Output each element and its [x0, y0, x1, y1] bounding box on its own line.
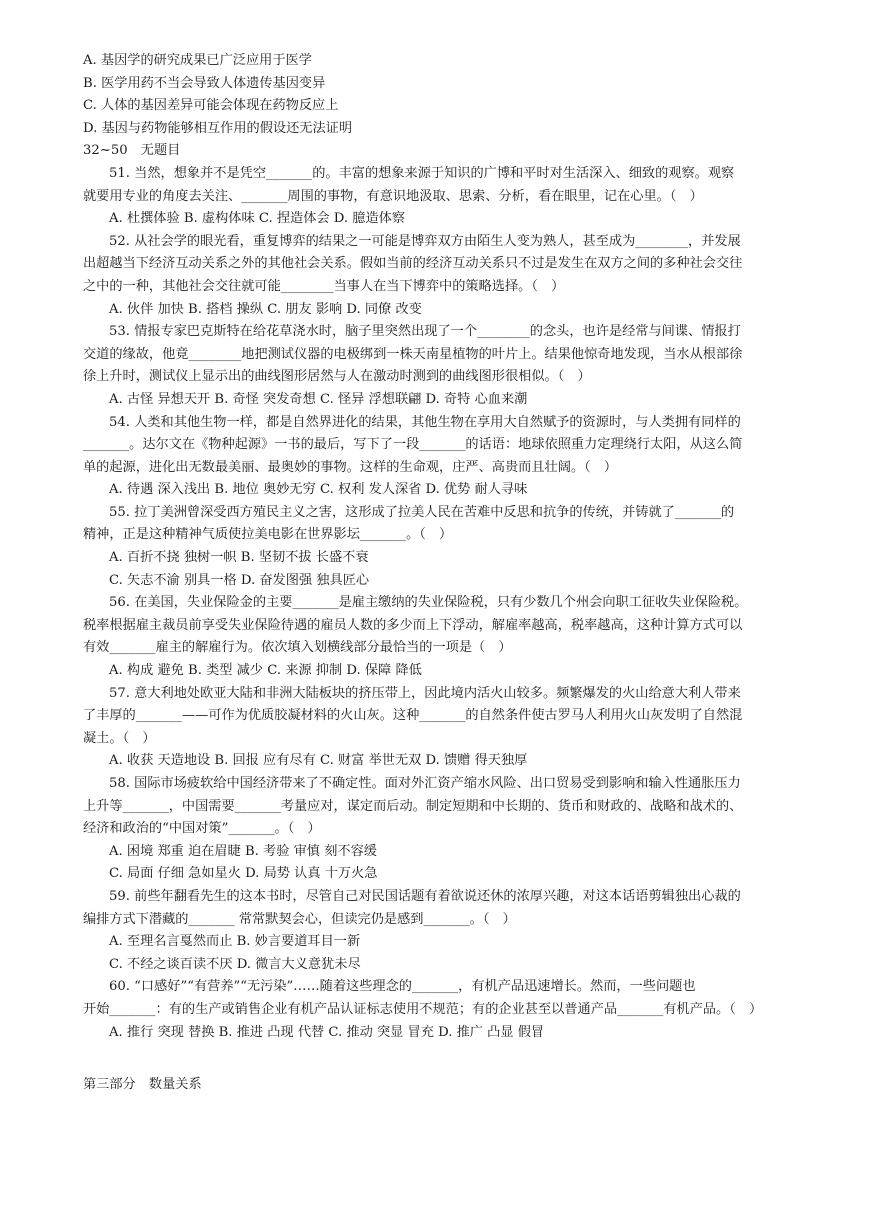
text-line: 59. 前些年翻看先生的这本书时，尽管自己对民国话题有着欲说还休的浓厚兴趣，对这本话语剪辑独出心裁的 — [109, 888, 741, 904]
text-line: _______。达尔文在《物种起源》一书的最后，写下了一段_______的话语：地球依照重力定理绕行太阳，从这么简 — [83, 437, 743, 453]
text-line: 52. 从社会学的眼光看，重复博弈的结果之一可能是博弈双方由陌生人变为熟人，甚至成为________，并发展 — [109, 233, 741, 249]
text-line: A. 构成 避免 B. 类型 减少 C. 来源 抑制 D. 保障 降低 — [109, 663, 422, 679]
text-line: 编排方式下潜藏的_______ 常常默契会心，但读完仍是感到_______。（ ） — [83, 911, 516, 927]
text-line: A. 伙伴 加快 B. 搭档 操纵 C. 朋友 影响 D. 同僚 改变 — [109, 301, 422, 317]
text-line: 51. 当然，想象并不是凭空_______的。丰富的想象来源于知识的广博和平时对生活深入、细致的观察。观察 — [109, 165, 735, 181]
text-line: A. 收获 天造地设 B. 回报 应有尽有 C. 财富 举世无双 D. 馈赠 得天独厚 — [109, 753, 528, 769]
text-line: B. 医学用药不当会导致人体遗传基因变异 — [83, 75, 326, 91]
text-line: 精神，正是这种精神气质使拉美电影在世界影坛_______。（ ） — [83, 527, 453, 543]
text-line: A. 困境 郑重 迫在眉睫 B. 考验 审慎 刻不容缓 — [109, 843, 377, 859]
text-line: 单的起源，进化出无数最美丽、最奥妙的事物。这样的生命观，庄严、高贵而且壮阔。（ ） — [83, 459, 618, 475]
text-line: C. 局面 仔细 急如星火 D. 局势 认真 十万火急 — [109, 866, 378, 882]
text-line: 就要用专业的角度去关注、_______周围的事物，有意识地汲取、思索、分析，看在眼里，记在心里。（ ） — [83, 188, 703, 204]
text-line: 凝土。（ ） — [83, 730, 156, 746]
text-line: 徐上升时，测试仪上显示出的曲线图形居然与人在激动时测到的曲线图形很相似。（ ） — [83, 369, 591, 385]
text-line: 54. 人类和其他生物一样，都是自然界进化的结果，其他生物在享用大自然赋予的资源时，与人类拥有同样的 — [109, 414, 741, 430]
section-title: 第三部分 数量关系 — [83, 1077, 202, 1093]
text-line: 56. 在美国，失业保险金的主要_______是雇主缴纳的失业保险税，只有少数几个州会向职工征收失业保险税。 — [109, 595, 748, 611]
text-line: 55. 拉丁美洲曾深受西方殖民主义之害，这形成了拉美人民在苦难中反思和抗争的传统，并铸就了_______的 — [109, 504, 735, 520]
text-line: 之中的一种，其他社会交往就可能________当事人在当下博弈中的策略选择。（ ） — [83, 278, 565, 294]
text-line: 出超越当下经济互动关系之外的其他社会关系。假如当前的经济互动关系只不过是发生在双方之间的多种社会交往 — [83, 256, 743, 272]
text-line: 交道的缘故，他竟________地把测试仪器的电极绑到一株天南星植物的叶片上。结果他惊奇地发现，当水从根部徐 — [83, 346, 743, 362]
text-line: 经济和政治的“中国对策”_______。（ ） — [83, 821, 321, 837]
text-line: C. 不经之谈百读不厌 D. 微言大义意犹未尽 — [109, 956, 361, 972]
text-line: 上升等_______，中国需要_______考量应对，谋定而后动。制定短期和中长期的、货币和财政的、战略和战术的、 — [83, 798, 743, 814]
text-line: 58. 国际市场疲软给中国经济带来了不确定性。面对外汇资产缩水风险、出口贸易受到影响和输入性通胀压力 — [109, 776, 741, 791]
text-line: 32~50 无题目 — [83, 143, 181, 159]
document-page — [83, 50, 818, 1097]
text-line: A. 至理名言戛然而止 B. 妙言要道耳目一新 — [109, 934, 361, 950]
text-line: C. 人体的基因差异可能会体现在药物反应上 — [83, 98, 339, 114]
text-line: A. 百折不挠 独树一帜 B. 坚韧不拔 长盛不衰 — [109, 550, 369, 566]
text-line: 53. 情报专家巴克斯特在给花草浇水时，脑子里突然出现了一个________的念头，也许是经常与间谍、情报打 — [109, 324, 741, 340]
text-line: 60. “口感好”“有营养”“无污染”……随着这些理念的_______，有机产品迅速增长。然而，一些问题也 — [109, 979, 696, 995]
text-line: C. 矢志不渝 别具一格 D. 奋发图强 独具匠心 — [109, 572, 370, 588]
text-line: 57. 意大利地处欧亚大陆和非洲大陆板块的挤压带上，因此境内活火山较多。频繁爆发的火山给意大利人带来 — [109, 685, 741, 701]
text-line: A. 待遇 深入浅出 B. 地位 奥妙无穷 C. 权利 发人深省 D. 优势 耐人寻味 — [109, 482, 528, 498]
text-line: A. 杜撰体验 B. 虚构体味 C. 捏造体会 D. 臆造体察 — [109, 211, 406, 227]
section-gap — [83, 1044, 818, 1074]
text-line: A. 推行 突现 替换 B. 推进 凸现 代替 C. 推动 突显 冒充 D. 推广 凸显 假冒 — [109, 1024, 545, 1040]
question-text-block — [83, 50, 818, 1044]
text-line: 税率根据雇主裁员前享受失业保险待遇的雇员人数的多少而上下浮动，解雇率越高，税率越高，这种计算方式可以 — [83, 617, 743, 633]
text-line: 有效_______雇主的解雇行为。依次填入划横线部分最恰当的一项是（ ） — [83, 640, 512, 656]
text-line: D. 基因与药物能够相互作用的假设还无法证明 — [83, 120, 353, 136]
text-line: 了丰厚的_______——可作为优质胶凝材料的火山灰。这种_______的自然条件使古罗马人利用火山灰发明了自然混 — [83, 708, 743, 724]
text-line: A. 基因学的研究成果已广泛应用于医学 — [83, 53, 312, 68]
text-line: A. 古怪 异想天开 B. 奇怪 突发奇想 C. 怪异 浮想联翩 D. 奇特 心血来潮 — [109, 391, 528, 407]
text-line: 开始_______：有的生产或销售企业有机产品认证标志使用不规范；有的企业甚至以普通产品_______有机产品。（ ） — [83, 1001, 763, 1017]
